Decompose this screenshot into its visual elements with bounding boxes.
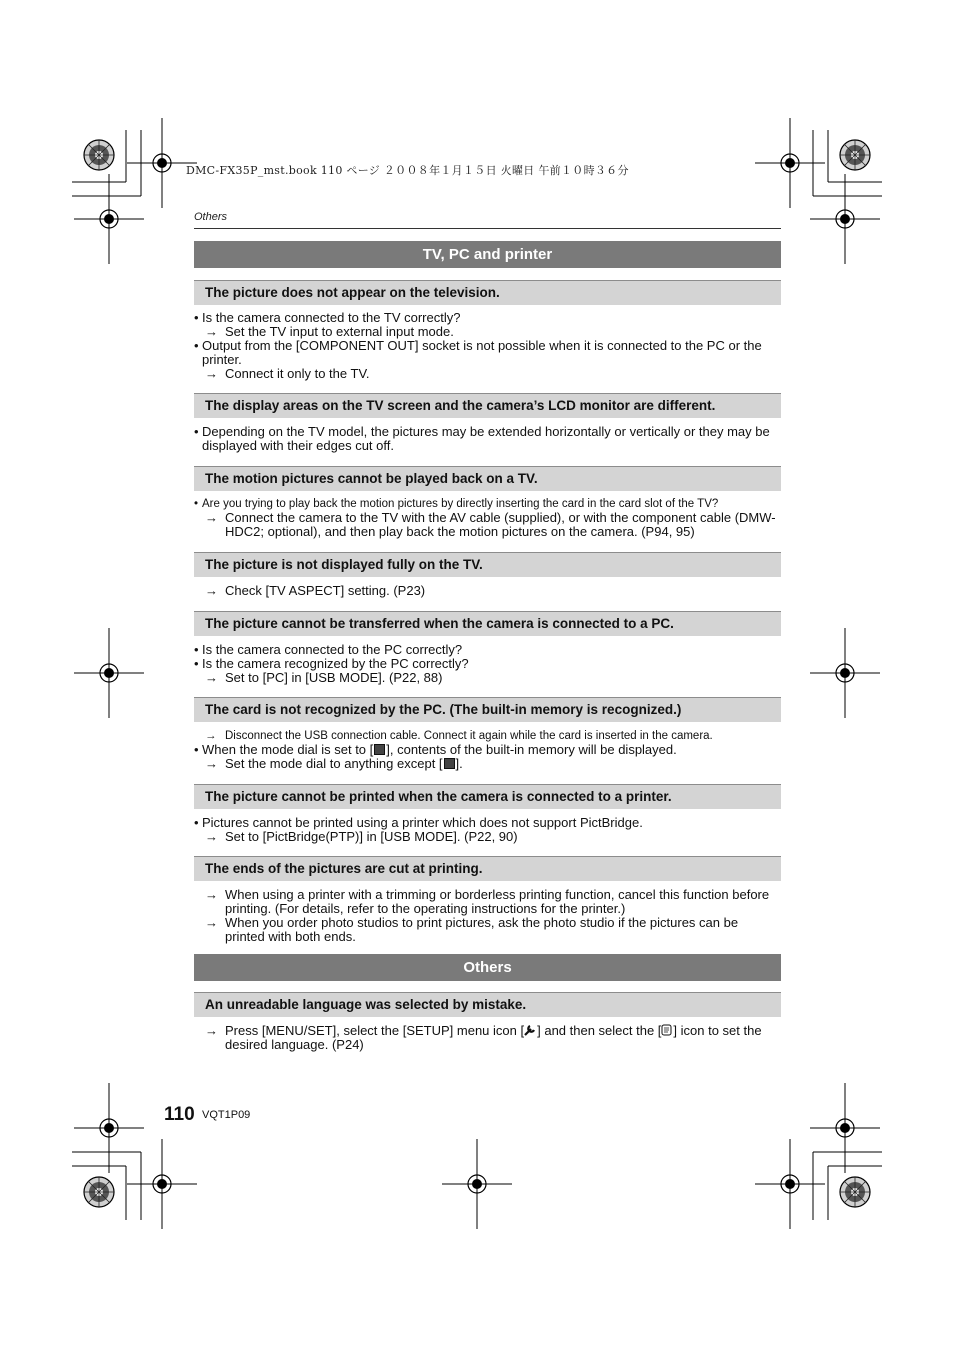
arrow-icon: → [205, 324, 218, 339]
bullet-line [194, 743, 781, 757]
bullet-line: • Is the camera connected to the TV correctly? [194, 311, 781, 325]
built-in-memory-mode-icon [444, 758, 455, 769]
section-bar-others: Others [194, 954, 781, 981]
header-rule [194, 228, 781, 229]
arrow-icon: → [205, 510, 218, 525]
answer-block [194, 643, 781, 685]
arrow-line-text: ]. [455, 756, 463, 771]
arrow-line [194, 729, 781, 743]
bullet-line: • Depending on the TV model, the pictures may be extended horizontally or vertically or they may be displayed with their edges cut off. [194, 425, 781, 453]
answer-block [194, 497, 781, 539]
arrow-line [194, 325, 781, 339]
question-heading: The picture does not appear on the television. [194, 280, 781, 305]
answer-block [194, 584, 781, 598]
built-in-memory-mode-icon [374, 744, 385, 755]
arrow-icon: → [205, 915, 218, 930]
section-bar-tv-pc-printer: TV, PC and printer [194, 241, 781, 268]
question-heading: The motion pictures cannot be played back on a TV. [194, 466, 781, 491]
answer-block [194, 311, 781, 381]
page-number: 110 [164, 1104, 195, 1125]
arrow-line-text: Disconnect the USB connection cable. Connect it again while the card is inserted in the camera. [225, 730, 713, 742]
bullet-line-text: ], contents of the built-in memory will be displayed. [386, 742, 677, 757]
document-code: VQT1P09 [202, 1109, 251, 1121]
answer-block [194, 888, 781, 944]
arrow-line [194, 830, 781, 844]
arrow-line [194, 584, 781, 598]
bullet-line: • Are you trying to play back the motion pictures by directly inserting the card in the card slot of the TV? [194, 497, 781, 511]
question-heading: The picture cannot be printed when the camera is connected to a printer. [194, 784, 781, 809]
arrow-line-text: Set the mode dial to anything except [ [225, 756, 443, 771]
arrow-line [194, 888, 781, 916]
answer-block [194, 1024, 781, 1052]
arrow-line [194, 511, 781, 539]
question-heading: An unreadable language was selected by mistake. [194, 992, 781, 1017]
bullet-line: • Is the camera recognized by the PC correctly? [194, 657, 781, 671]
arrow-line-text: ] icon to set the desired language. (P24) [225, 1023, 762, 1052]
arrow-icon: → [205, 1023, 218, 1038]
bullet-line-text: When the mode dial is set to [ [202, 742, 374, 757]
arrow-icon: → [205, 670, 218, 685]
wrench-icon [524, 1024, 537, 1036]
question-heading: The card is not recognized by the PC. (The built-in memory is recognized.) [194, 697, 781, 722]
arrow-icon: → [205, 583, 218, 598]
bullet-line: • Output from the [COMPONENT OUT] socket is not possible when it is connected to the PC or the printer. [194, 339, 781, 367]
language-icon [661, 1024, 673, 1036]
print-header: DMC-FX35P_mst.book 110 ページ ２００８年１月１５日 火曜日 午前１０時３６分 [186, 164, 629, 177]
question-heading: The picture is not displayed fully on the TV. [194, 552, 781, 577]
arrow-icon: → [205, 756, 218, 771]
arrow-line-text: Check [TV ASPECT] setting. (P23) [225, 583, 426, 598]
arrow-line [194, 916, 781, 944]
arrow-line-text: Set to [PC] in [USB MODE]. (P22, 88) [225, 670, 443, 685]
arrow-line-text: When using a printer with a trimming or borderless printing function, cancel this function before printing. (For details, refer to the operating instructions for the printer.) [225, 887, 770, 916]
question-heading: The ends of the pictures are cut at printing. [194, 856, 781, 881]
arrow-line-text: Set the TV input to external input mode. [225, 324, 454, 339]
question-heading: The display areas on the TV screen and the camera’s LCD monitor are different. [194, 393, 781, 418]
arrow-icon: → [205, 887, 218, 902]
arrow-line-text: Connect the camera to the TV with the AV cable (supplied), or with the component cable (DMW-HDC2; optional), and then play back the motion pictures on the camera. (P94, 95) [225, 510, 776, 539]
arrow-line [194, 1024, 781, 1052]
answer-block [194, 729, 781, 771]
arrow-line [194, 671, 781, 685]
section-label: Others [194, 211, 228, 223]
arrow-line-text: Press [MENU/SET], select the [SETUP] menu icon [ [225, 1023, 525, 1038]
arrow-icon: → [205, 829, 218, 844]
arrow-line-text: ] and then select the [ [537, 1023, 662, 1038]
arrow-icon: → [205, 366, 218, 381]
bullet-line: • Pictures cannot be printed using a printer which does not support PictBridge. [194, 816, 781, 830]
question-heading: The picture cannot be transferred when the camera is connected to a PC. [194, 611, 781, 636]
arrow-line [194, 757, 781, 771]
arrow-icon: → [205, 730, 217, 742]
arrow-line-text: Set to [PictBridge(PTP)] in [USB MODE]. (P22, 90) [225, 829, 518, 844]
arrow-line-text: Connect it only to the TV. [225, 366, 370, 381]
bullet-line: • Is the camera connected to the PC correctly? [194, 643, 781, 657]
answer-block [194, 425, 781, 453]
arrow-line [194, 367, 781, 381]
arrow-line-text: When you order photo studios to print pictures, ask the photo studio if the pictures can be printed with both ends. [225, 915, 739, 944]
answer-block [194, 816, 781, 844]
